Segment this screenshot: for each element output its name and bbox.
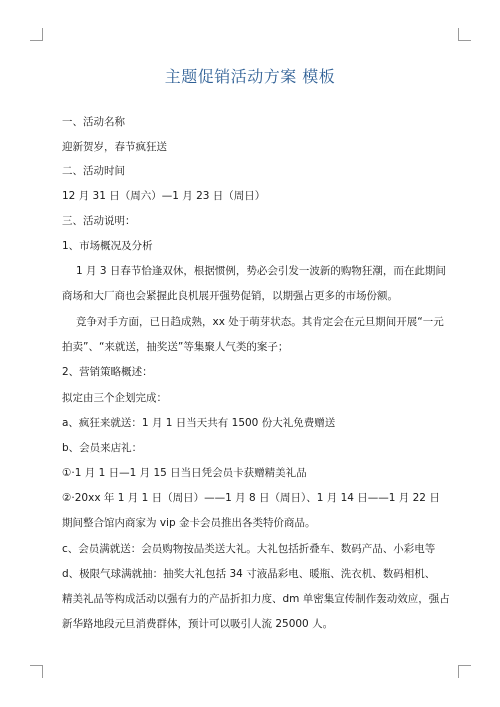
subheading-market-overview: 1、市场概况及分析 <box>62 240 153 252</box>
crop-mark-bottom-left <box>30 665 43 678</box>
paragraph-activity-time: 12 月 31 日（周六）—1 月 23 日（周日） <box>62 190 266 202</box>
section-heading-activity-name: 一、活动名称 <box>62 116 125 128</box>
paragraph-line: 商场和大厂商也会紧握此良机展开强势促销，以期强占更多的市场份额。 <box>62 290 398 302</box>
paragraph-line: 1 月 3 日春节恰逢双休，根据惯例，势必会引发一波新的购物狂潮，而在此期间 <box>76 265 446 277</box>
list-item: b、会员来店礼： <box>62 442 143 454</box>
list-item: ①·1 月 1 日—1 月 15 日当日凭会员卡获赠精美礼品 <box>62 467 307 479</box>
section-heading-activity-description: 三、活动说明： <box>62 215 136 227</box>
subheading-marketing-strategy: 2、营销策略概述： <box>62 366 153 378</box>
list-item: d、极限气球满就抽：抽奖大礼包括 34 寸液晶彩电、暖瓶、洗衣机、数码相机、 <box>62 568 436 580</box>
paragraph-line: 拟定由三个企划完成： <box>62 392 167 404</box>
paragraph-line: 竞争对手方面，已日趋成熟，xx 处于萌芽状态。其肯定会在元旦期间开展“一元 <box>76 316 444 328</box>
paragraph-line: 新华路地段元旦消费群体，预计可以吸引人流 25000 人。 <box>62 618 334 630</box>
list-item: a、疯狂来就送：1 月 1 日当天共有 1500 份大礼免费赠送 <box>62 417 336 429</box>
crop-mark-top-right <box>458 28 471 41</box>
document-title: 主题促销活动方案 模板 <box>164 67 336 86</box>
paragraph-activity-name: 迎新贺岁，春节疯狂送 <box>62 141 167 153</box>
paragraph-line: 期间整合馆内商家为 vip 金卡会员推出各类特价商品。 <box>62 517 316 529</box>
list-item: ②·20xx 年 1 月 1 日（周日）——1 月 8 日（周日）、1 月 14 日——1 月 22 日 <box>62 492 440 504</box>
section-heading-activity-time: 二、活动时间 <box>62 165 125 177</box>
crop-mark-top-left <box>30 28 43 41</box>
list-item: c、会员满就送：会员购物按品类送大礼。大礼包括折叠车、数码产品、小彩电等 <box>62 543 436 555</box>
paragraph-line: 拍卖”、“来就送，抽奖送”等集聚人气类的案子； <box>62 341 289 353</box>
crop-mark-bottom-right <box>458 665 471 678</box>
paragraph-line: 精美礼品等构成活动以强有力的产品折扣力度、dm 单密集宣传制作轰动效应，强占 <box>62 593 450 605</box>
